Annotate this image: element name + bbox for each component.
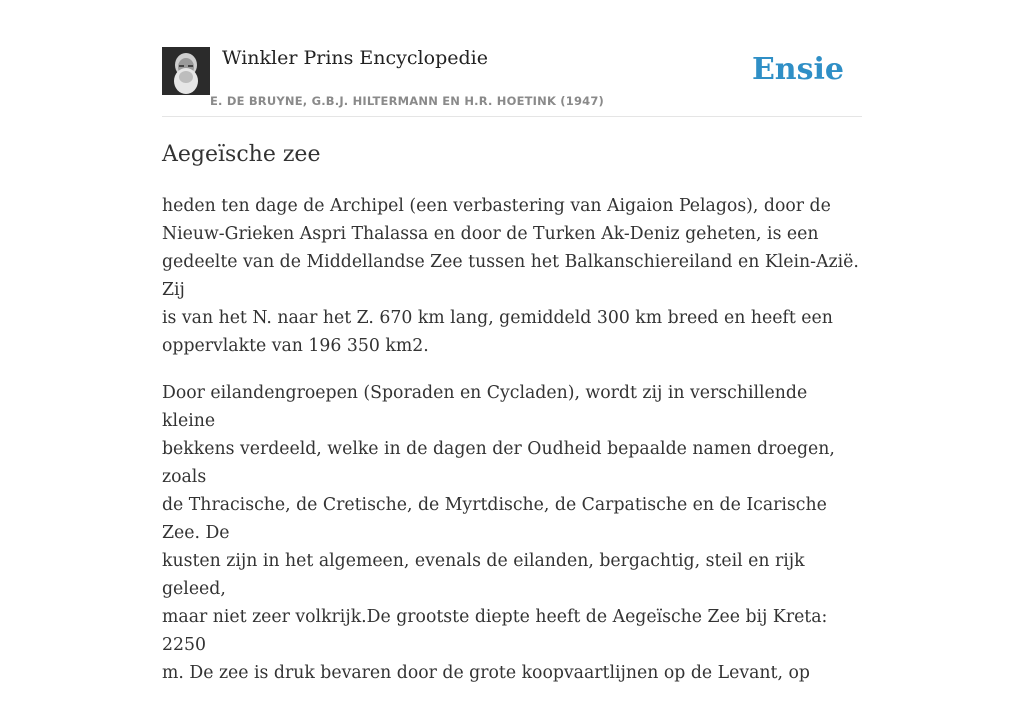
text-line: kusten zijn in het algemeen, evenals de eilanden, bergachtig, steil en rijk geleed, — [162, 551, 805, 599]
text-line: m. De zee is druk bevaren door de grote koopvaartlijnen op de Levant, op — [162, 663, 810, 683]
text-line: Door eilandengroepen (Sporaden en Cycladen), wordt zij in verschillende kleine — [162, 383, 808, 431]
ensie-logo[interactable]: Ensie — [751, 52, 844, 87]
source-authors: E. DE BRUYNE, G.B.J. HILTERMANN EN H.R. HOETINK (1947) — [210, 94, 605, 108]
text-line: de Thracische, de Cretische, de Myrtdische, de Carpatische en de Icarische Zee. De — [162, 495, 827, 543]
source-header — [162, 46, 862, 117]
text-line: maar niet zeer volkrijk.De grootste diepte heeft de Aegeïsche Zee bij Kreta: 2250 — [162, 607, 828, 655]
portrait-avatar[interactable] — [162, 47, 210, 95]
text-line: Nieuw-Grieken Aspri Thalassa en door de Turken Ak-Deniz geheten, is een — [162, 224, 819, 244]
text-line: is van het N. naar het Z. 670 km lang, gemiddeld 300 km breed en heeft een — [162, 308, 833, 328]
source-title[interactable]: Winkler Prins Encyclopedie — [222, 47, 488, 69]
text-line: heden ten dage de Archipel (een verbastering van Aigaion Pelagos), door de — [162, 196, 831, 216]
article-body — [162, 192, 862, 706]
article-paragraph-1 — [162, 192, 862, 360]
text-line: gedeelte van de Middellandse Zee tussen het Balkanschiereiland en Klein-Azië. Zij — [162, 252, 859, 300]
article-paragraph-2 — [162, 379, 862, 687]
article-title: Aegeïsche zee — [162, 142, 321, 167]
portrait-avatar-icon — [162, 47, 210, 95]
text-line: oppervlakte van 196 350 km2. — [162, 336, 429, 356]
text-line: bekkens verdeeld, welke in de dagen der Oudheid bepaalde namen droegen, zoals — [162, 439, 835, 487]
